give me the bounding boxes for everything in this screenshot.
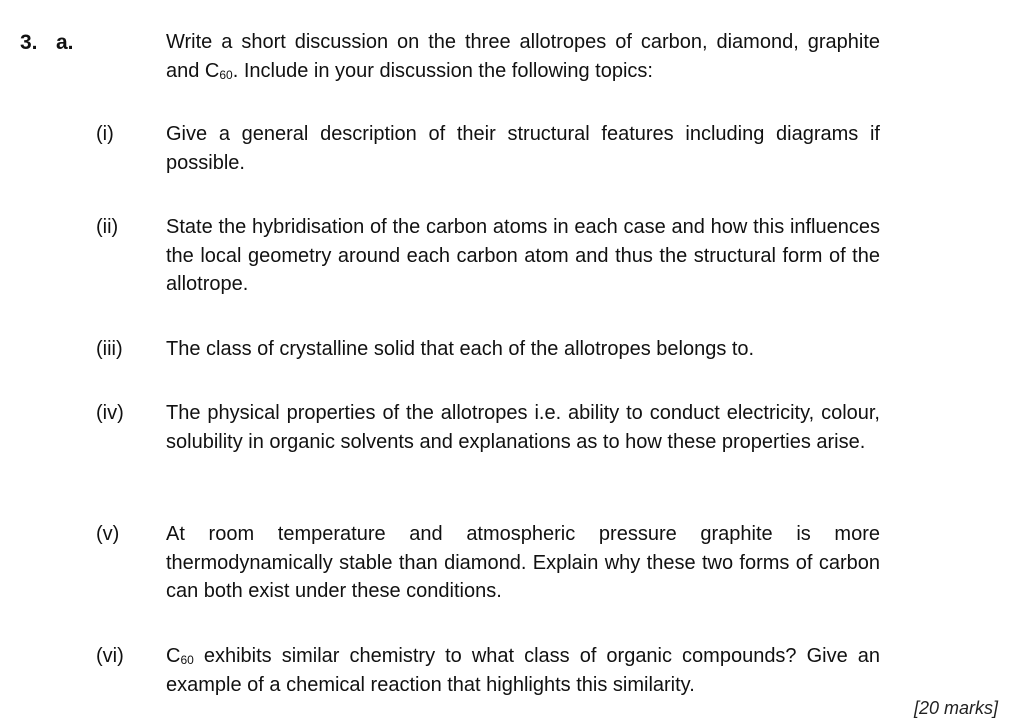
item-text-vi (166, 642, 880, 699)
item-text-v: At room temperature and atmospheric pressure graphite is more thermodynamically stable than diamond. Explain why these two forms of carbon can both exist under these conditions. (166, 523, 880, 602)
item-vi-text-end: exhibits similar chemistry to what class of organic compounds? Give an example of a chemical reaction that highlights this similarity. (166, 645, 880, 696)
intro-subscript: 60 (219, 67, 233, 82)
marks-label: [20 marks] (914, 698, 999, 718)
intro-text-start: Write a short discussion on the three allotropes of carbon, diamond, graphite and C (166, 31, 880, 82)
item-text-i: Give a general description of their structural features including diagrams if possible. (166, 123, 880, 174)
intro-text-end: . Include in your discussion the following topics: (232, 59, 653, 82)
item-label-ii: (ii) (96, 216, 119, 238)
item-vi-subscript: 60 (180, 653, 194, 667)
item-label-iv: (iv) (96, 402, 124, 424)
item-label-v: (v) (96, 523, 120, 545)
item-label-i: (i) (96, 123, 114, 145)
question-intro (166, 28, 880, 85)
question-part-label: a. (56, 31, 74, 54)
item-text-ii: State the hybridisation of the carbon atoms in each case and how this influences the local geometry around each carbon atom and thus the structural form of the allotrope. (166, 216, 880, 295)
question-number: 3. (20, 31, 38, 54)
item-label-iii: (iii) (96, 338, 123, 360)
item-text-iv: The physical properties of the allotropes i.e. ability to conduct electricity, colour, solubility in organic solvents and explanations as to how these properties arise. (166, 402, 880, 453)
item-vi-text-start: C (166, 645, 181, 667)
item-text-iii: The class of crystalline solid that each of the allotropes belongs to. (166, 338, 755, 360)
item-label-vi: (vi) (96, 645, 124, 667)
